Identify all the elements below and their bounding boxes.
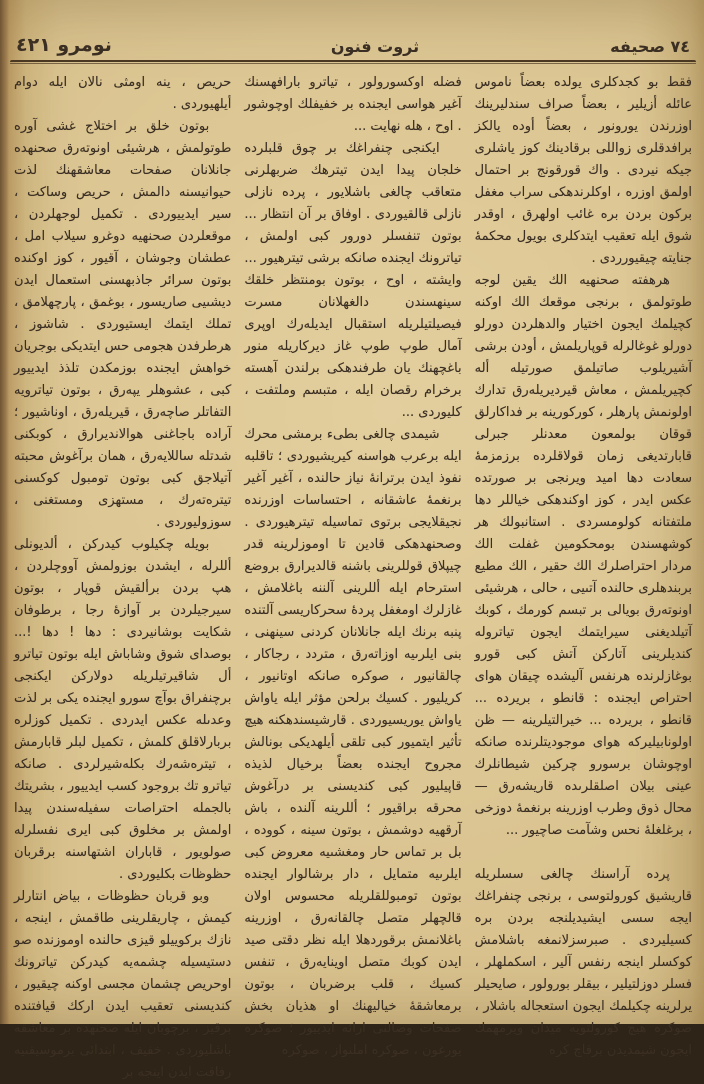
column-middle: [244, 72, 462, 1058]
article-columns: [14, 72, 692, 1080]
article-paragraph: حريص ، ينه اومثى نالان ايله دوام أيلهيوردى .: [14, 75, 232, 112]
article-paragraph: هرهفته صحنهيه الك يقين لوجه طوتولمق ، برنجى موقعك الك اوكنه كچيلمك ايجون اختيار والدهلردن دورلو دورلو غوغالرله قوپاريلمش ، أودن برشى آشيريلوب صاتيلمق صورتيله أله كچيريلمش ، معاش قيرديريلەرق تدارك اولونمش پارهلر ، كوركورينه بر فداكارلق قوقان بولمعون معدنلر جبرلى قابارتديغى زمان قولاقلرده برزمزمهٔ سعادت دها اميد ويرنجى بر صورتده عكس ايدر ، كوز اوكندهكى خياللر دها ملتفتانه كولومسردى . استانبولك هر كوشهسندن بومحكومين غفلت الك مردار احتراصلرك الك حقير ، الك مطيع بربندهلرى حالنده آتىيى ، حالى ، هرشيئى اونوتەرق بويالى بر تبسم كورمك ، كوبك آتيلديغنى سيرايتمك ايجون تياترولە كنديلرينى آتاركن آتش كبى قورو بوغازلرنده هرنفس آليشده چيقان هواى احتراص ايجنده : قانطو ، بريرده ... قانطو ، بريرده ... خيرالتيلرينه — ظن اولونابيليركه هواى موجوديتلرنده صانكه اوچوشان برسورو چركين شيطانلرك عينى بيلان اصلقلرىده قاريشەرق — محال ذوق وطرب اوزرينه برنغمهٔ دوزخى ، برغلغلهٔ نحس وشآمت صاچيور ...: [474, 273, 692, 838]
article-paragraph: شيمدى چالغى بطىء برمشى محرك ايله برعرب هواسنه كيريشيوردى ؛ تاقلبه نفوذ ايدن برترانهٔ نياز حالنده ، آغير آغير برنغمهٔ عاشقانه ، احتساسات اوزرنده نجيقلايجى برتوى تماسيله تيترهيوردى . وصحنهدهكى قادين تا اوموزلرينه قدر چيپلاق قوللرينى باشنه قالديرارق بروضع استرحام ايله أللرينى آلننه باغلامش ، غازلرك اومغفل پردهٔ سحركاريسى آلتنده پنبه برنك ايله جانلانان كردنى سينهنى ، بنى ايلرىيه اوزاتەرق ، متردد ، رجاكار ، چالقانيور ، صوكره صانكه اوتانيور ، كريليور . كسيك برلحن مؤثر ايله ياواش ياواش يوريسيوردى . قارشيسندهكنه هيچ تأثير ايتميور كبى تلقى أيلهديكى بونالش مجروح ايجنده بعضاً برخيال لذيذه قاپيليور كبى كنديسنى بر درآغوش محرقه براقيور ؛ أللرينه آلنده ، باش آرقهيه دوشمش ، بوتون سينه ، كووده ، بل بر تماس حار ومغشىيه معروض كبى ايلرىيه متمايل ، دار برشالوار ايجنده بوتون تومبوللقلريله محسوس اولان قالچهلر متصل چالقانەرق ، اوزرينه باغلانمش برقوردهلا ايله نظر دقتى صيد ايدن كوبك متصل اوينايەرق ، تنفس كسيك ، قلب برضربان ، بوتون برمعاشقهٔ خياليهنك او هذيان بخش صفحات وصالنى ارائه ايدييور ؛ صوكره يورغون ، صوكره املنواز ، صوكره: [244, 427, 462, 1058]
article-paragraph: بويله چكيلوب كيدركن ، ألديونلى أللرله ، ايشدن بوزولمش آووچلردن ، هپ بردن برألقيش قوپار ، بوتون سيرجيلردن بر آوازهٔ رجا ، برطوفان شكايت بوشانيردى : دها ! دها !... بوصداى شوق وشاباش ايله بوتون تياترو أل شاقيرتيلريله دولاركن ايكنجى برچنفراق بوآچ سورو ايجنده يكى بر لذت وعدىله عكس ايدردى . تكميل كوزلره بربارلاقلق كلمش ، تكميل لبلر قابارمش ، تيترەشەرك بكلەشيرلردى . صانكه تياترو تك بروجود كسب ايدييور ، بشريتك بالجمله احتراصات سفيلەسندن پيدا اولمش بر مخلوق كبى ايرى نفسلرله صولويور ، قاباران اشتهاسنه برقربان حظوظات بكليوردى .: [14, 537, 232, 882]
article-paragraph: پرده آراسنك چالغى سسلريله قاريشيق كورولتوسى ، برنجى چنفراغك ايجه سسى ايشيديلنجه بردن بره كسيليردى . صبرسزلانمغه باشلامش كوكسلر اينجه رنفس آلير ، اسكملهلر ، فسلر دوزلتيلير ، بيقلر بورولور ، صايحيلر يرلرينه چكيلمك ايجون استعجاله باشلار ، صوكره هيچ كورولتويه ميدان ويرمهمك ايجون شيمديدن برقاچ كره: [474, 867, 692, 1058]
article-paragraph: بوتون خلق بر اختلاج غشى آوره طوتولمش ، هرشيئى اونوتەرق صحنهده جانلانان صفحات معاشقهنك لذت حيوانيسنه دالمش ، حريص وساكت ، سير ايدييوردى . تكميل لوجهلردن ، موقعلردن صحنهيه دوغرو سيلاب امل ، عطشان وجوشان ، آقيور ، كوز اوكنده بوتون سرائر جاذبهسنى استعمال ايدن ديشىيى صاريسور ، بوغمق ، پارچهلامق ، تملك ايتمك ايستيوردى . شاشوز ، هرطرفدن هجومى حس ايتديكى بوجريان خواهش ايجنده بوزمكدن تلذذ ايدييور كبى ، عشوهلر يپەرق ، بوتون تياترويه التفاتلر صاچەرق ، قيريلەرق ، اوناشيور ؛ آراده باجاغنى هوالانديرارق ، كوبكنى شدتله ساللايەرق ، همان برآغوش محبته آتيلاجق كبى بوتون تومبول كوكسنى تيترەتەرك ، مستهزى ومستغنى ، سوزوليوردى .: [14, 119, 232, 530]
article-paragraph: فضله اوكسورولور ، تياترو بارافهسنك آغير هواسى ايجنده بر خفيفلك اوچوشور . اوح ، هله نهايت ...: [244, 75, 462, 134]
page-binding-edge: [0, 0, 9, 1024]
header-rule: [10, 60, 696, 65]
issue-number: نومرو ٤٢١: [16, 34, 112, 56]
page-header: [16, 22, 690, 56]
journal-title: ثروت فنون: [330, 37, 420, 56]
article-paragraph: وبو قربان حظوظات ، بياض انتارلر كيمش ، چاريقلرينى طاقمش ، اينجه ، نازك بركوييلو قيزى حالنده اوموزنده صو دستيسيله چشمەيه كيدركن تياترونك اوحريص چشمان مجسى اوكنه چيقيور ، كنديسنى تعقيب ايدن اركك قيافتنده برقيز ، برچوبان ايله صحنهده بر معاشقه باشليوردى . خفيف ، ابتدائى برموسيقىيه رفاقت ايدن اينجه بر: [14, 889, 232, 1080]
article-paragraph: ايكنجى چنفراغك بر چوق قلبلرده خلجان پيدا ايدن تيترهك ضربهلرنى متعاقب چالغى باشلايور ، پرده نازلى نازلى قالقيوردى . اوفاق بر آن انتظار ... بوتون تنفسلر دورور كبى اولمش ، تياترونك ايجنده صانكه برشى تيترهيور ... وايشته ، اوح ، بوتون بومنتظر خلقك سينهسندن دالغهلانان مسرت فيصيلتيلريله استقبال ايديلەرك اوپرى آمال طوپ طوپ غاز ديركاريله منور باغچهنك يان طرفندهكى برلندن آهسته برخرام رقصان ايله ، متبسم وملتفت ، كليوردى ...: [244, 141, 462, 420]
column-right: [474, 72, 692, 1058]
page-number: ٧٤ صحيفه: [610, 37, 690, 56]
article-paragraph: فقط بو كجدكلرى يولده بعضاً ناموس عائله أزيلير ، بعضاً صراف سندليرينك اوزرندن يورونور ، بعضاً أوده يالكز برافدقلرى زواللى برقادينك كوز ياشلرى جيكه نيردى . واك قورقونج بر احتمال اولمق اوزره ، اوكلرندهكى سراب مغفل بركون بردن بره غائب اولهرق ، اوقدر شوق ايله تعقيب ايتدكلرى بويول محكمهٔ جنايته چيقيورردى .: [474, 75, 692, 266]
column-left: [14, 72, 232, 1080]
